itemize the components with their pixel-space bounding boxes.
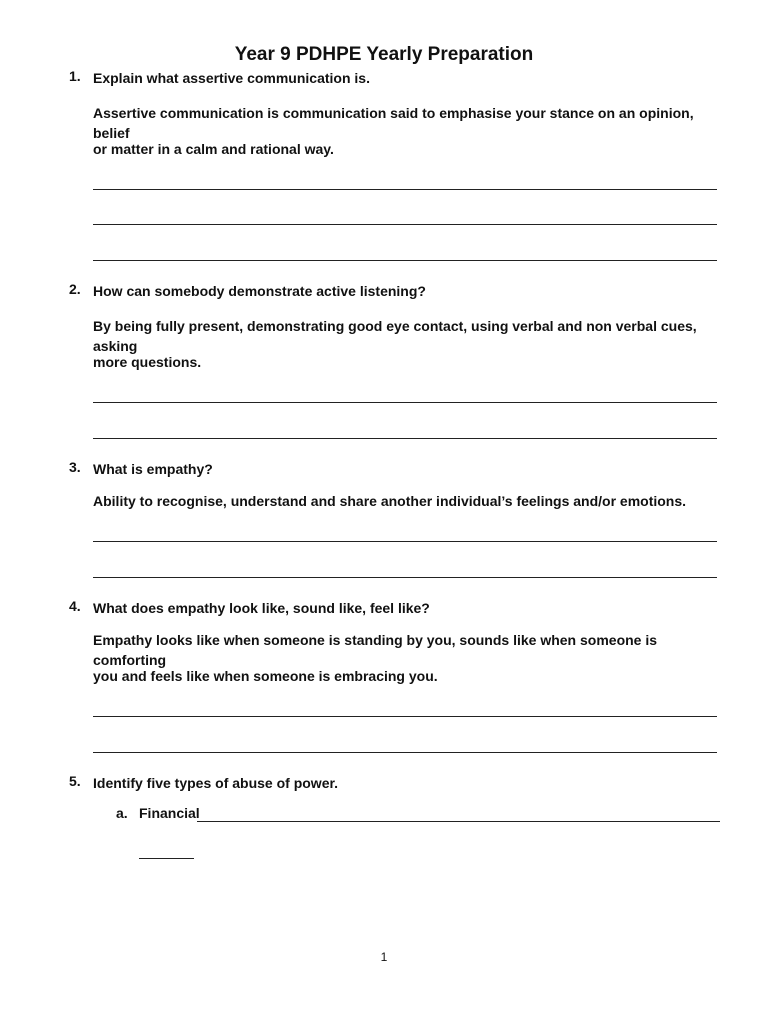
sub-item-a-letter: a. bbox=[116, 805, 128, 821]
page-title: Year 9 PDHPE Yearly Preparation bbox=[234, 44, 534, 65]
answer-blank-line bbox=[93, 402, 717, 403]
page-number: 1 bbox=[380, 950, 388, 964]
question-1-number: 1. bbox=[69, 68, 81, 84]
answer-blank-line bbox=[93, 752, 717, 753]
question-5-text: Identify five types of abuse of power. bbox=[93, 775, 339, 791]
question-4-text: What does empathy look like, sound like, feel like? bbox=[93, 600, 430, 616]
question-2-answer-line-2: more questions. bbox=[93, 354, 202, 370]
question-3-number: 3. bbox=[69, 459, 81, 475]
question-3-text: What is empathy? bbox=[93, 461, 213, 477]
question-1-answer-line-2: or matter in a calm and rational way. bbox=[93, 141, 334, 157]
question-4-number: 4. bbox=[69, 598, 81, 614]
question-4-answer-line-1: Empathy looks like when someone is standing by you, sounds like when someone is comforting bbox=[93, 632, 658, 668]
answer-blank-line bbox=[93, 260, 717, 261]
answer-blank-line bbox=[197, 821, 720, 822]
question-1-answer-line-1: Assertive communication is communication said to emphasise your stance on an opinion, belief bbox=[93, 105, 694, 141]
question-1-text: Explain what assertive communication is. bbox=[93, 70, 370, 86]
answer-blank-line bbox=[139, 858, 194, 859]
question-4-answer-line-2: you and feels like when someone is embracing you. bbox=[93, 668, 438, 684]
sub-item-a-label: Financial bbox=[139, 805, 200, 821]
question-2-answer-line-1: By being fully present, demonstrating good eye contact, using verbal and non verbal cues, asking bbox=[93, 318, 697, 354]
answer-blank-line bbox=[93, 189, 717, 190]
answer-blank-line bbox=[93, 224, 717, 225]
question-3-answer-line-1: Ability to recognise, understand and share another individual’s feelings and/or emotions. bbox=[93, 493, 687, 509]
question-2-text: How can somebody demonstrate active listening? bbox=[93, 283, 426, 299]
answer-blank-line bbox=[93, 716, 717, 717]
question-2-number: 2. bbox=[69, 281, 81, 297]
answer-blank-line bbox=[93, 577, 717, 578]
answer-blank-line bbox=[93, 541, 717, 542]
question-5-number: 5. bbox=[69, 773, 81, 789]
answer-blank-line bbox=[93, 438, 717, 439]
